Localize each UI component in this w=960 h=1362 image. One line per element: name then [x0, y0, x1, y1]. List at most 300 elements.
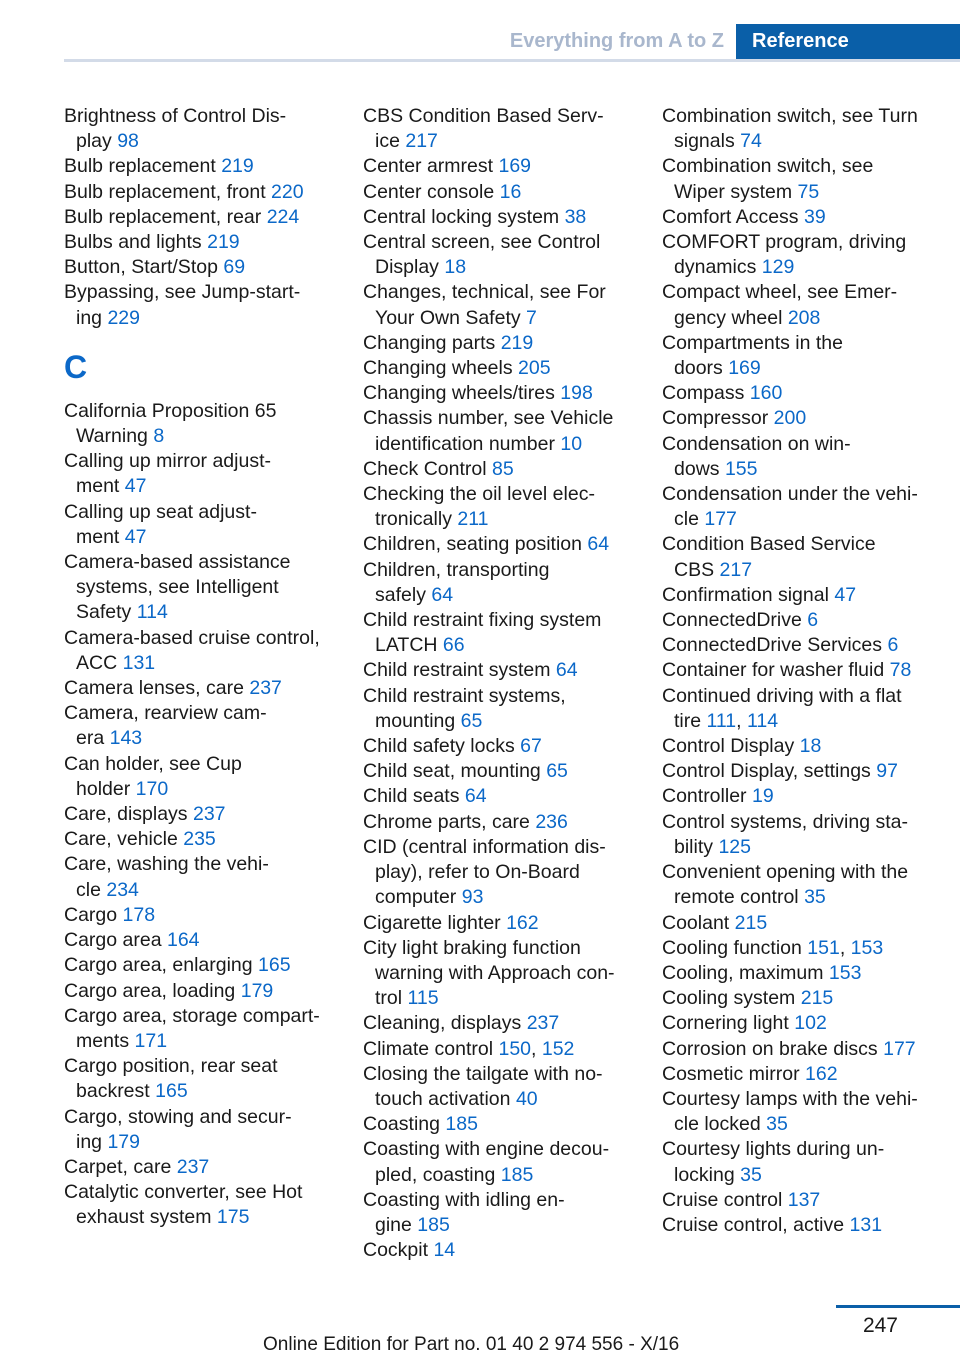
page-reference-link[interactable]: 177 [883, 1037, 916, 1060]
page-reference-link[interactable]: 185 [445, 1113, 478, 1136]
index-entry-text: Closing the tailgate with no- [363, 1062, 603, 1085]
index-entry-text: systems, see Intelligent [76, 576, 279, 599]
index-entry-text: CID (central information dis- [363, 835, 606, 858]
index-entry [662, 1062, 942, 1087]
index-entry [363, 381, 653, 406]
index-entry-text: Changing wheels [363, 357, 513, 380]
index-entry-text: bility [674, 835, 714, 858]
page-reference-link[interactable]: 7 [526, 306, 537, 329]
page-reference-link[interactable]: 219 [221, 155, 254, 178]
index-entry-text: Changing wheels/tires [363, 382, 555, 405]
index-entry [662, 810, 942, 860]
index-entry-text: Coolant [662, 911, 730, 934]
index-entry-text: Compass [662, 382, 745, 405]
index-entry-text: Container for washer fluid [662, 659, 885, 682]
index-entry [363, 1062, 653, 1112]
index-entry [662, 1137, 942, 1187]
index-entry: Continued driving with a flat tire 111, 114 [662, 684, 902, 732]
index-entry-text: Camera lenses, care [64, 677, 244, 700]
index-entry-text: Camera-based cruise control, [64, 626, 320, 649]
index-entry-text: ing [76, 1130, 103, 1153]
index-entry [64, 180, 336, 205]
page-reference-link[interactable]: 162 [506, 911, 539, 934]
page-reference-link[interactable]: 151 [807, 936, 840, 959]
index-entry-text: Cockpit [363, 1239, 429, 1262]
index-entry-text: Child seat, mounting [363, 760, 541, 783]
page-reference-link[interactable]: 165 [155, 1080, 188, 1103]
page-reference-link[interactable]: 111 [706, 709, 737, 732]
index-entry [363, 759, 653, 784]
page-reference-link[interactable]: 47 [124, 525, 147, 548]
index-entry [662, 608, 942, 633]
index-entry-text: Bulb replacement, rear [64, 205, 262, 228]
header-rule [64, 59, 960, 62]
index-entry [662, 532, 942, 582]
index-entry [64, 1105, 336, 1155]
index-entry-text: Center armrest [363, 155, 494, 178]
index-entry [64, 449, 336, 499]
index-entry [363, 1112, 653, 1137]
index-entry-text: cle locked [674, 1113, 761, 1136]
index-entry-text: Control systems, driving sta- [662, 810, 908, 833]
index-entry-text: Compressor [662, 407, 769, 430]
index-entry [662, 331, 942, 381]
index-entry [64, 1180, 336, 1230]
index-entry [662, 154, 942, 204]
index-entry-text: Bulb replacement [64, 155, 216, 178]
index-entry-text: Cigarette lighter [363, 911, 501, 934]
index-entry-text: Convenient opening with the [662, 861, 909, 884]
page-reference-link[interactable]: 93 [461, 886, 484, 909]
index-entry-text: Checking the oil level elec- [363, 483, 595, 506]
index-entry-text: Changes, technical, see For [363, 281, 606, 304]
index-entry [662, 1188, 942, 1213]
index-entry [363, 154, 653, 179]
page-reference-link[interactable]: 64 [464, 785, 487, 808]
page-reference-link[interactable]: 115 [407, 987, 439, 1010]
index-entry [363, 230, 653, 280]
page-reference-link[interactable]: 38 [564, 205, 587, 228]
page-number-rule [836, 1305, 960, 1308]
page-reference-link[interactable]: 14 [433, 1239, 456, 1262]
page-reference-link[interactable]: 236 [535, 810, 568, 833]
page-reference-link[interactable]: 220 [271, 180, 304, 203]
index-entry-text: California Proposition 65 [64, 399, 277, 422]
page-reference-link[interactable]: 217 [719, 558, 753, 581]
index-entry-text: COMFORT program, driving [662, 231, 907, 254]
index-entry-text: locking [674, 1163, 735, 1186]
page-reference-link[interactable]: 224 [266, 205, 300, 228]
page-reference-link[interactable]: 65 [546, 760, 568, 783]
index-entry-text: Children, transporting [363, 558, 550, 581]
page-reference-link[interactable]: 179 [107, 1130, 140, 1153]
index-entry-text: Condensation on win- [662, 432, 851, 455]
index-entry [64, 979, 336, 1004]
index-entry [64, 500, 336, 550]
index-entry-text: Bulb replacement, front [64, 180, 266, 203]
page-reference-link[interactable]: 179 [240, 979, 274, 1002]
page-reference-link[interactable]: 237 [526, 1012, 560, 1035]
index-entry-text: era [76, 727, 105, 750]
index-entry-text: holder [76, 777, 131, 800]
page-reference-link[interactable]: 85 [491, 457, 514, 480]
page-reference-link[interactable]: 64 [555, 659, 578, 682]
index-entry [363, 911, 653, 936]
index-entry [363, 356, 653, 381]
index-entry [64, 676, 336, 701]
index-entry-text: ConnectedDrive Services [662, 634, 883, 657]
index-entry [363, 532, 653, 557]
index-entry [662, 583, 942, 608]
index-entry-text: trol [375, 987, 403, 1010]
page-reference-link[interactable]: 177 [704, 508, 737, 531]
index-entry-text: ACC [76, 651, 118, 674]
index-entry: Cooling function 151, 153 [662, 936, 884, 959]
index-entry [363, 684, 653, 734]
page-header [64, 24, 960, 62]
index-entry [363, 936, 653, 1012]
index-entry-text: Condensation under the vehi- [662, 483, 918, 506]
index-entry-text: Chrome parts, care [363, 810, 530, 833]
index-entry [662, 482, 942, 532]
page-reference-link[interactable]: 98 [117, 130, 139, 153]
index-entry-text: pled, coasting [375, 1163, 496, 1186]
index-entry-text: Care, washing the vehi- [64, 853, 269, 876]
index-entry [64, 1004, 336, 1054]
index-entry-text: Controller [662, 785, 747, 808]
index-entry-text: Check Control [363, 457, 487, 480]
index-entry-text: Safety [76, 601, 132, 624]
index-entry [64, 701, 336, 751]
page-reference-link[interactable]: 237 [249, 677, 282, 700]
page-reference-link[interactable]: 64 [587, 533, 610, 556]
index-entry [64, 903, 336, 928]
index-entry [662, 734, 942, 759]
page-reference-link[interactable]: 8 [153, 425, 165, 448]
index-entry-text: Confirmation signal [662, 583, 829, 606]
index-entry-text: Brightness of Control Dis- [64, 105, 287, 127]
index-entry [363, 280, 653, 330]
page-reference-link[interactable]: 217 [405, 130, 438, 153]
page-reference-link[interactable]: 237 [176, 1155, 210, 1178]
reference-tab [736, 24, 960, 62]
page-number: 247 [862, 1314, 898, 1337]
page-reference-link[interactable]: 178 [122, 903, 156, 926]
page-reference-link[interactable]: 237 [192, 803, 226, 826]
index-entry-text: Calling up seat adjust- [64, 500, 257, 523]
page-reference-link[interactable]: 208 [787, 306, 821, 329]
page-reference-link[interactable]: 6 [887, 634, 899, 657]
index-entry-text: Courtesy lamps with the vehi- [662, 1087, 918, 1110]
index-entry [662, 759, 942, 784]
index-entry [363, 835, 653, 911]
page-reference-link[interactable]: 205 [518, 357, 551, 380]
page-reference-link[interactable]: 67 [520, 735, 542, 758]
index-entry-text: Child seats [363, 785, 460, 808]
page-reference-link[interactable]: 185 [417, 1213, 450, 1236]
index-entry-text: Cargo, stowing and secur- [64, 1105, 292, 1128]
index-entry [363, 1188, 653, 1238]
page-reference-link[interactable]: 40 [515, 1087, 538, 1110]
index-entry-text: identification number [375, 432, 555, 455]
page-reference-link[interactable]: 175 [216, 1206, 250, 1229]
page-reference-link[interactable]: 160 [749, 382, 783, 405]
index-entry-text: tire [674, 709, 702, 732]
index-entry-text: mounting [375, 709, 456, 732]
page-reference-link[interactable]: 164 [166, 929, 200, 952]
index-entry [363, 180, 653, 205]
index-column-2 [363, 104, 653, 1263]
page-reference-link[interactable]: 114 [747, 709, 779, 732]
index-entry-text: Your Own Safety [375, 306, 521, 329]
index-entry-text: Can holder, see Cup [64, 752, 242, 775]
page-reference-link[interactable]: 125 [718, 835, 751, 858]
page-reference-link[interactable]: 75 [797, 180, 820, 203]
index-entry-text: ing [76, 306, 103, 329]
index-entry-text: Center console [363, 180, 495, 203]
index-entry [64, 399, 336, 449]
index-entry-text: cle [674, 508, 699, 531]
index-entry-text: remote control [674, 886, 799, 909]
index-entry-text: signals [674, 130, 735, 153]
index-entry-text: backrest [76, 1080, 150, 1103]
index-entry [64, 802, 336, 827]
index-entry-text: Changing parts [363, 331, 496, 354]
page-reference-link[interactable]: 131 [849, 1213, 883, 1236]
page-reference-link[interactable]: 143 [109, 727, 143, 750]
page-reference-link[interactable]: 137 [787, 1188, 821, 1211]
page-reference-link[interactable]: 78 [889, 659, 912, 682]
index-entry [363, 658, 653, 683]
index-column-1 [64, 104, 336, 1231]
page-reference-link[interactable]: 234 [106, 878, 139, 901]
index-entry [64, 205, 336, 230]
page-reference-link[interactable]: 219 [500, 331, 534, 354]
index-entry [64, 550, 336, 626]
index-entry [662, 784, 942, 809]
index-entry-text: Bypassing, see Jump-start- [64, 281, 301, 304]
page-reference-link[interactable]: 47 [124, 475, 147, 498]
page-reference-link[interactable]: 129 [761, 256, 795, 279]
index-entry [64, 280, 336, 330]
page-reference-link[interactable]: 64 [431, 583, 454, 606]
index-entry-text: LATCH [375, 634, 438, 657]
page-reference-link[interactable]: 235 [183, 828, 216, 851]
page-reference-link[interactable]: 211 [457, 508, 489, 531]
index-entry [363, 406, 653, 456]
index-entry-text: Child safety locks [363, 735, 515, 758]
page-reference-link[interactable]: 153 [850, 936, 884, 959]
page-reference-link[interactable]: 215 [734, 911, 768, 934]
index-entry [662, 860, 942, 910]
page-reference-link[interactable]: 16 [499, 180, 522, 203]
index-entry-text: Cleaning, displays [363, 1012, 522, 1035]
index-entry-text: Display [375, 256, 439, 279]
page-reference-link[interactable]: 153 [828, 961, 862, 984]
index-entry [662, 961, 942, 986]
index-entry-text: CBS [674, 558, 715, 581]
index-entry-text: Central screen, see Control [363, 231, 601, 254]
page-reference-link[interactable]: 6 [807, 609, 819, 632]
page-reference-link[interactable]: 66 [442, 634, 465, 657]
index-entry-text: play), refer to On-Board [375, 861, 580, 884]
index-entry [64, 626, 336, 676]
index-entry-text: warning with Approach con- [375, 961, 615, 984]
index-entry [64, 255, 336, 280]
index-entry [662, 280, 942, 330]
index-entry-text: ConnectedDrive [662, 609, 802, 632]
page-reference-link[interactable]: 18 [799, 735, 822, 758]
index-entry-text: Cruise control [662, 1188, 783, 1211]
index-entry-text: Cruise control, active [662, 1213, 845, 1236]
page-reference-link[interactable]: 169 [498, 155, 532, 178]
index-entry-text: Cooling, maximum [662, 961, 824, 984]
page-reference-link[interactable]: 152 [541, 1037, 575, 1060]
index-entry-text: Cargo area, storage compart- [64, 1004, 320, 1027]
index-entry [662, 1011, 942, 1036]
page-reference-link[interactable]: 35 [804, 886, 826, 909]
page-reference-link[interactable]: 131 [122, 651, 156, 674]
index-entry-text: Corrosion on brake discs [662, 1037, 878, 1060]
index-entry-text: Chassis number, see Vehicle [363, 407, 614, 430]
index-entry-text: Carpet, care [64, 1155, 172, 1178]
index-entry-text: safely [375, 583, 426, 606]
page-reference-link[interactable]: 170 [135, 777, 169, 800]
page-reference-link[interactable]: 171 [134, 1029, 168, 1052]
page-reference-link[interactable]: 185 [500, 1163, 534, 1186]
reference-tab-label: Reference [752, 30, 849, 52]
page-reference-link[interactable]: 215 [800, 987, 834, 1010]
page-reference-link[interactable]: 114 [136, 601, 168, 624]
index-entry-text: Cornering light [662, 1012, 789, 1035]
index-entry-text: Care, displays [64, 803, 188, 826]
index-entry-text: Child restraint fixing system [363, 609, 602, 632]
index-entry-text: exhaust system [76, 1206, 212, 1229]
index-entry [64, 230, 336, 255]
index-entry-text: Combination switch, see [662, 155, 874, 178]
index-entry [64, 1054, 336, 1104]
page-reference-link[interactable]: 19 [751, 785, 774, 808]
page-reference-link[interactable]: 219 [207, 231, 240, 254]
index-entry [64, 953, 336, 978]
index-entry-text: City light braking function [363, 936, 581, 959]
index-entry-text: ice [375, 130, 400, 153]
index-entry-text: Courtesy lights during un- [662, 1138, 885, 1161]
page-reference-link[interactable]: 18 [444, 256, 467, 279]
index-entry-text: gency wheel [674, 306, 783, 329]
page-reference-link[interactable]: 229 [107, 306, 140, 329]
footer-edition-text: Online Edition for Part no. 01 40 2 974 556 - X/16 [263, 1334, 680, 1355]
index-entry [363, 104, 653, 154]
page-reference-link[interactable]: 150 [498, 1037, 532, 1060]
index-entry [64, 928, 336, 953]
index-entry [363, 1238, 653, 1263]
index-entry-text: Compact wheel, see Emer- [662, 281, 898, 304]
index-entry-text: touch activation [375, 1087, 511, 1110]
index-entry [363, 608, 653, 658]
index-entry-text: Catalytic converter, see Hot [64, 1181, 303, 1204]
index-entry-text: play [76, 130, 112, 153]
index-entry [662, 986, 942, 1011]
page-reference-link[interactable]: 162 [805, 1062, 838, 1085]
index-entry [363, 810, 653, 835]
index-entry [662, 432, 942, 482]
index-entry [662, 911, 942, 936]
page-reference-link[interactable]: 65 [460, 709, 483, 732]
index-entry-text: Coasting with idling en- [363, 1188, 565, 1211]
index-entry-text: dynamics [674, 256, 757, 279]
page-reference-link[interactable]: 69 [223, 256, 246, 279]
index-entry-text: ment [76, 525, 120, 548]
index-entry [662, 104, 942, 154]
index-entry [662, 205, 942, 230]
page-reference-link[interactable]: 10 [560, 432, 583, 455]
index-entry [662, 633, 942, 658]
index-entry-text: Cargo area [64, 929, 162, 952]
index-entry-text: Cooling system [662, 987, 796, 1010]
index-entry: Climate control 150, 152 [363, 1037, 575, 1060]
index-entry [64, 1155, 336, 1180]
page-reference-link[interactable]: 200 [773, 407, 807, 430]
section-title: Everything from A to Z [509, 30, 724, 52]
index-letter-heading: C [64, 348, 88, 385]
index-entry-text: Cosmetic mirror [662, 1062, 800, 1085]
page-reference-link[interactable]: 155 [724, 457, 758, 480]
index-entry-text: Central locking system [363, 205, 560, 228]
index-entry [64, 154, 336, 179]
page-reference-link[interactable]: 165 [258, 954, 291, 977]
index-entry-text: Cargo position, rear seat [64, 1055, 278, 1078]
index-entry-text: Child restraint systems, [363, 684, 566, 707]
index-entry [363, 205, 653, 230]
index-entry-text: computer [375, 886, 457, 909]
index-entry-text: Camera-based assistance [64, 551, 291, 574]
index-entry-text: tronically [375, 508, 452, 531]
index-entry-text: Climate control [363, 1037, 494, 1060]
page-reference-link[interactable]: 35 [766, 1113, 788, 1136]
page-reference-link[interactable]: 74 [740, 130, 762, 153]
page-reference-link[interactable]: 47 [834, 583, 857, 606]
index-entry-text: Comfort Access [662, 205, 799, 228]
index-entry [64, 104, 336, 154]
index-entry-text: Combination switch, see Turn [662, 105, 918, 127]
page-reference-link[interactable]: 198 [560, 382, 593, 405]
index-entry-text: Cargo area, enlarging [64, 954, 253, 977]
page-reference-link[interactable]: 97 [876, 760, 898, 783]
index-entry [662, 406, 942, 431]
page-reference-link[interactable]: 169 [728, 357, 761, 380]
index-entry-text: Warning [76, 425, 148, 448]
index-entry-text: Care, vehicle [64, 828, 178, 851]
index-entry-text: ments [76, 1029, 130, 1052]
index-entry-text: Bulbs and lights [64, 231, 202, 254]
index-entry-text: Cargo area, loading [64, 979, 236, 1002]
page-reference-link[interactable]: 39 [803, 205, 826, 228]
index-entry [64, 752, 336, 802]
page-reference-link[interactable]: 35 [740, 1163, 762, 1186]
index-entry-text: Coasting [363, 1113, 440, 1136]
page-reference-link[interactable]: 102 [794, 1012, 827, 1035]
index-entry-text: Child restraint system [363, 659, 551, 682]
index-entry-text: Coasting with engine decou- [363, 1138, 610, 1161]
index-entry [363, 1137, 653, 1187]
index-entry [64, 852, 336, 902]
index-entry-text: Control Display [662, 735, 795, 758]
index-entry-text: Condition Based Service [662, 533, 876, 556]
index-entry [363, 1011, 653, 1036]
index-entry-text: Compartments in the [662, 331, 843, 354]
index-column-3 [662, 104, 942, 1238]
